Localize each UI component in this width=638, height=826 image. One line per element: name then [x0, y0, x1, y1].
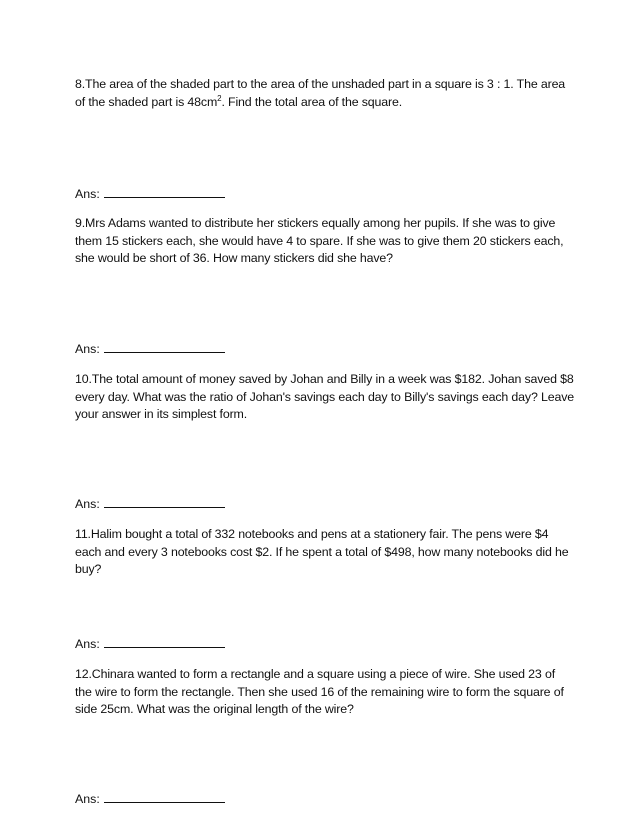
question-10 — [75, 371, 575, 424]
question-8-text — [75, 76, 575, 111]
answer-12-label: Ans: — [75, 792, 100, 806]
answer-8-line[interactable] — [104, 186, 225, 198]
question-8-text-part2: . Find the total area of the square. — [221, 94, 403, 109]
question-8-text-part1: 8.The area of the shaded part to the area of the unshaded part in a square is 3 : 1. The area of the shaded part is 48cm — [75, 77, 566, 109]
question-9 — [75, 215, 575, 268]
answer-9-line[interactable] — [104, 341, 225, 353]
answer-10-label: Ans: — [75, 497, 100, 511]
question-8 — [75, 76, 575, 111]
answer-11-label: Ans: — [75, 637, 100, 651]
answer-8[interactable] — [75, 186, 225, 202]
answer-12[interactable] — [75, 791, 225, 807]
question-11-text: 11.Halim bought a total of 332 notebooks and pens at a stationery fair. The pens were $4 each and every 3 notebooks cost $2. If he spent a total of $498, how many notebooks did he buy? — [75, 527, 569, 576]
answer-11-line[interactable] — [104, 636, 225, 648]
question-11 — [75, 526, 575, 579]
answer-9[interactable] — [75, 341, 225, 357]
answer-8-label: Ans: — [75, 187, 100, 201]
answer-12-line[interactable] — [104, 791, 225, 803]
question-9-text: 9.Mrs Adams wanted to distribute her stickers equally among her pupils. If she was to give them 15 stickers each, she would have 4 to spare. If she was to give them 20 stickers each, she would be short of 36. How many stickers did she have? — [75, 216, 564, 265]
answer-9-label: Ans: — [75, 342, 100, 356]
question-12 — [75, 666, 575, 719]
question-8-superscript: 2 — [217, 93, 222, 103]
question-12-text: 12.Chinara wanted to form a rectangle and a square using a piece of wire. She used 23 of the wire to form the rectangle. Then she used 16 of the remaining wire to form the square of side 25cm. What was the original length of the wire? — [75, 667, 564, 716]
answer-10[interactable] — [75, 496, 225, 512]
question-10-text: 10.The total amount of money saved by Johan and Billy in a week was $182. Johan saved $8 every day. What was the ratio of Johan's savings each day to Billy's savings each day? Leave your answer in its simplest form. — [75, 372, 574, 421]
answer-11[interactable] — [75, 636, 225, 652]
answer-10-line[interactable] — [104, 496, 225, 508]
